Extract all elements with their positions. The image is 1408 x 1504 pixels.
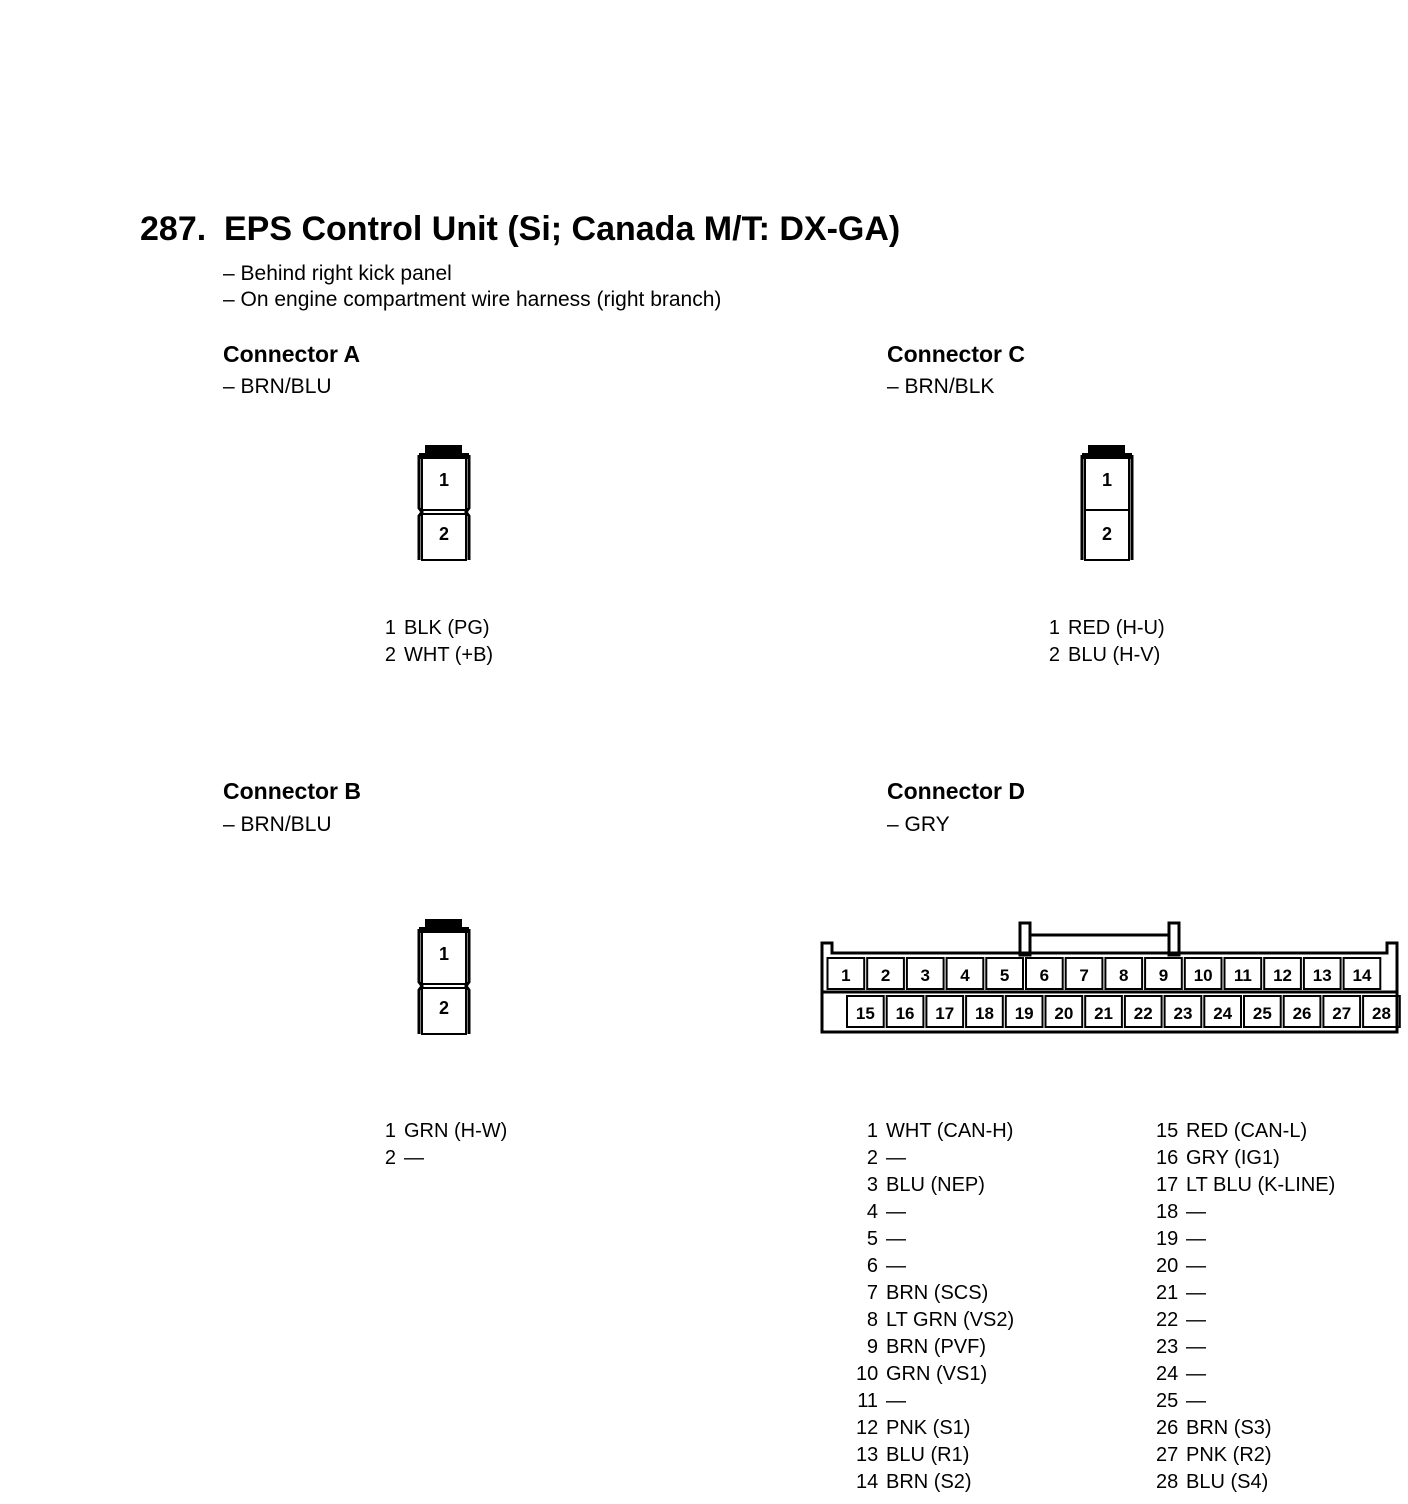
- pin-number: 27: [1156, 1444, 1179, 1466]
- pin-row: [856, 1226, 1014, 1253]
- connector-d-pin-label-27: 27: [1332, 1004, 1352, 1023]
- pin-wire: GRN (VS1): [886, 1363, 988, 1385]
- component-name: EPS Control Unit (Si; Canada M/T: DX-GA): [224, 210, 901, 248]
- pin-row: [1156, 1199, 1335, 1226]
- connector-b-pin-list: [380, 1118, 507, 1172]
- pin-wire: BLU (S4): [1186, 1471, 1269, 1493]
- pin-number: 8: [866, 1309, 878, 1331]
- connector-a-diagram: [412, 440, 478, 566]
- pin-wire: PNK (S1): [886, 1417, 971, 1439]
- pin-wire: —: [1186, 1336, 1206, 1358]
- pin-wire: PNK (R2): [1186, 1444, 1272, 1466]
- pin-wire: —: [1186, 1201, 1206, 1223]
- pin-row: [1156, 1442, 1335, 1469]
- pin-wire: —: [886, 1390, 906, 1412]
- pin-wire: LT BLU (K-LINE): [1186, 1174, 1336, 1196]
- pin-number: 5: [866, 1228, 878, 1250]
- connector-d-pin-label-11: 11: [1233, 966, 1252, 985]
- pin-wire: —: [1186, 1282, 1206, 1304]
- pin-wire: BLU (R1): [886, 1444, 970, 1466]
- pin-wire: —: [886, 1255, 906, 1277]
- pin-wire: BLK (PG): [404, 617, 490, 639]
- connector-d-pin-label-12: 12: [1273, 966, 1293, 985]
- pin-row: [856, 1469, 1014, 1496]
- connector-d-pin-label-1: 1: [841, 966, 851, 985]
- connector-d-pin-label-3: 3: [920, 966, 930, 985]
- pin-row: [1156, 1118, 1335, 1145]
- pin-number: 1: [384, 1120, 396, 1142]
- pin-wire: LT GRN (VS2): [886, 1309, 1015, 1331]
- pin-wire: GRY (IG1): [1186, 1147, 1280, 1169]
- connector-b-lock-tab: [425, 919, 462, 927]
- pin-wire: BRN (S3): [1186, 1417, 1272, 1439]
- pin-number: 2: [384, 644, 396, 666]
- pin-wire: —: [404, 1147, 424, 1169]
- connector-b-pin-label-2: 2: [438, 998, 450, 1018]
- connector-d-pin-label-18: 18: [974, 1004, 994, 1023]
- connector-b-diagram: [412, 914, 478, 1040]
- connector-d-pin-label-19: 19: [1014, 1004, 1034, 1023]
- pin-row: [380, 642, 493, 669]
- pin-wire: —: [1186, 1363, 1206, 1385]
- pin-row: [1156, 1469, 1335, 1496]
- pin-number: 1: [1048, 617, 1060, 639]
- pin-number: 2: [1048, 644, 1060, 666]
- connector-d-pin-label-8: 8: [1119, 966, 1129, 985]
- pin-row: [1156, 1334, 1335, 1361]
- pin-number: 4: [866, 1201, 878, 1223]
- pin-wire: —: [886, 1147, 906, 1169]
- connector-c-pin-label-2: 2: [1101, 524, 1113, 544]
- pin-number: 7: [866, 1282, 878, 1304]
- pin-number: 21: [1156, 1282, 1179, 1304]
- connector-d-pin-label-22: 22: [1133, 1004, 1153, 1023]
- pin-row: [856, 1415, 1014, 1442]
- connector-d-pin-label-23: 23: [1173, 1004, 1193, 1023]
- connector-d-pin-label-7: 7: [1079, 966, 1089, 985]
- connector-d-pin-label-16: 16: [895, 1004, 915, 1023]
- pin-row: [856, 1280, 1014, 1307]
- connector-a-pin-label-1: 1: [438, 470, 450, 490]
- pin-number: 10: [856, 1363, 879, 1385]
- connector-d-pin-label-15: 15: [855, 1004, 875, 1023]
- pin-row: [1156, 1361, 1335, 1388]
- pin-number: 1: [866, 1120, 878, 1142]
- pin-number: 20: [1156, 1255, 1179, 1277]
- connector-d-pin-label-9: 9: [1158, 966, 1169, 985]
- pin-wire: —: [886, 1228, 906, 1250]
- pin-number: 26: [1156, 1417, 1179, 1439]
- pin-row: [856, 1442, 1014, 1469]
- connector-d-pin-list-left: [856, 1118, 1014, 1496]
- pin-number: 15: [1156, 1120, 1179, 1142]
- pin-wire: BLU (H-V): [1068, 644, 1161, 666]
- pin-row: [1156, 1280, 1335, 1307]
- pin-row: [1156, 1415, 1335, 1442]
- pin-number: 28: [1156, 1471, 1179, 1493]
- pin-row: [856, 1307, 1014, 1334]
- pin-number: 9: [866, 1336, 878, 1358]
- connector-d-pin-label-21: 21: [1094, 1004, 1114, 1023]
- pin-row: [1156, 1226, 1335, 1253]
- connector-a-title: Connector A: [223, 341, 361, 367]
- pin-row: [1156, 1307, 1335, 1334]
- pin-wire: BRN (SCS): [886, 1282, 989, 1304]
- pin-row: [380, 1145, 507, 1172]
- pin-row: [380, 615, 493, 642]
- pin-wire: BRN (S2): [886, 1471, 972, 1493]
- pin-number: 22: [1156, 1309, 1179, 1331]
- location-line-2: – On engine compartment wire harness (right branch): [223, 288, 722, 311]
- connector-c-pin-list: [1044, 615, 1165, 669]
- connector-c-diagram: [1075, 440, 1141, 566]
- connector-c-title: Connector C: [887, 341, 1025, 367]
- connector-d-pin-label-25: 25: [1252, 1004, 1272, 1023]
- pin-number: 14: [856, 1471, 879, 1493]
- pin-wire: —: [886, 1201, 906, 1223]
- pin-wire: —: [1186, 1309, 1206, 1331]
- pin-number: 19: [1156, 1228, 1179, 1250]
- pin-number: 2: [384, 1147, 396, 1169]
- connector-d-title: Connector D: [887, 778, 1025, 804]
- pin-wire: —: [1186, 1255, 1206, 1277]
- pin-number: 23: [1156, 1336, 1179, 1358]
- connector-c-lock-tab: [1088, 445, 1125, 453]
- pin-row: [856, 1334, 1014, 1361]
- page-title: [140, 210, 900, 249]
- pin-row: [1156, 1388, 1335, 1415]
- pin-wire: WHT (CAN-H): [886, 1120, 1014, 1142]
- connector-d-pin-label-28: 28: [1371, 1004, 1391, 1023]
- connector-c-color: – BRN/BLK: [887, 375, 995, 398]
- pin-row: [856, 1172, 1014, 1199]
- connector-d-pin-list-right: [1156, 1118, 1335, 1496]
- pin-row: [856, 1118, 1014, 1145]
- pin-row: [856, 1253, 1014, 1280]
- connector-d-lock-post-left: [1020, 923, 1030, 955]
- pin-number: 24: [1156, 1363, 1179, 1385]
- connector-a-color: – BRN/BLU: [223, 375, 332, 398]
- connector-b-pin-label-1: 1: [438, 944, 450, 964]
- connector-d-pin-label-17: 17: [935, 1004, 955, 1023]
- pin-row: [856, 1145, 1014, 1172]
- connector-b-color: – BRN/BLU: [223, 813, 332, 836]
- connector-d-pin-label-6: 6: [1039, 966, 1050, 985]
- pin-number: 25: [1156, 1390, 1179, 1412]
- pin-number: 12: [856, 1417, 879, 1439]
- connector-d-pin-label-10: 10: [1193, 966, 1213, 985]
- location-line-1: – Behind right kick panel: [223, 262, 452, 285]
- pin-number: 17: [1156, 1174, 1179, 1196]
- pin-row: [1156, 1172, 1335, 1199]
- pin-number: 6: [866, 1255, 878, 1277]
- pin-row: [1156, 1253, 1335, 1280]
- component-number: 287.: [140, 210, 207, 248]
- connector-d-pin-label-13: 13: [1312, 966, 1332, 985]
- pin-number: 16: [1156, 1147, 1179, 1169]
- connector-a-pin-list: [380, 615, 493, 669]
- connector-d-pin-label-14: 14: [1352, 966, 1372, 985]
- pin-wire: BRN (PVF): [886, 1336, 986, 1358]
- connector-a-lock-tab: [425, 445, 462, 453]
- pin-wire: RED (H-U): [1068, 617, 1165, 639]
- pin-number: 11: [857, 1390, 878, 1412]
- connector-d-pin-label-4: 4: [960, 966, 970, 985]
- pin-row: [1044, 615, 1165, 642]
- pin-number: 3: [866, 1174, 878, 1196]
- pin-wire: BLU (NEP): [886, 1174, 985, 1196]
- pin-number: 2: [866, 1147, 878, 1169]
- connector-d-pin-label-20: 20: [1054, 1004, 1074, 1023]
- connector-c-pin-label-1: 1: [1101, 470, 1113, 490]
- connector-a-pin-label-2: 2: [438, 524, 450, 544]
- connector-d-pin-label-5: 5: [999, 966, 1010, 985]
- pin-number: 18: [1156, 1201, 1179, 1223]
- pin-wire: RED (CAN-L): [1186, 1120, 1308, 1142]
- pin-wire: GRN (H-W): [404, 1120, 508, 1142]
- connector-d-pin-label-26: 26: [1292, 1004, 1312, 1023]
- connector-d-color: – GRY: [887, 813, 950, 836]
- connector-b-title: Connector B: [223, 778, 361, 804]
- pin-row: [856, 1199, 1014, 1226]
- connector-d-pin-label-2: 2: [880, 966, 891, 985]
- connector-d-pin-label-24: 24: [1213, 1004, 1233, 1023]
- pin-row: [1156, 1145, 1335, 1172]
- pin-row: [380, 1118, 507, 1145]
- connector-d-lock-post-right: [1169, 923, 1179, 955]
- pin-number: 1: [384, 617, 396, 639]
- pin-row: [856, 1388, 1014, 1415]
- pin-wire: WHT (+B): [404, 644, 494, 666]
- pin-row: [1044, 642, 1165, 669]
- pin-wire: —: [1186, 1390, 1206, 1412]
- pin-wire: —: [1186, 1228, 1206, 1250]
- connector-d-diagram: [812, 912, 1408, 1042]
- pin-number: 13: [856, 1444, 879, 1466]
- pin-row: [856, 1361, 1014, 1388]
